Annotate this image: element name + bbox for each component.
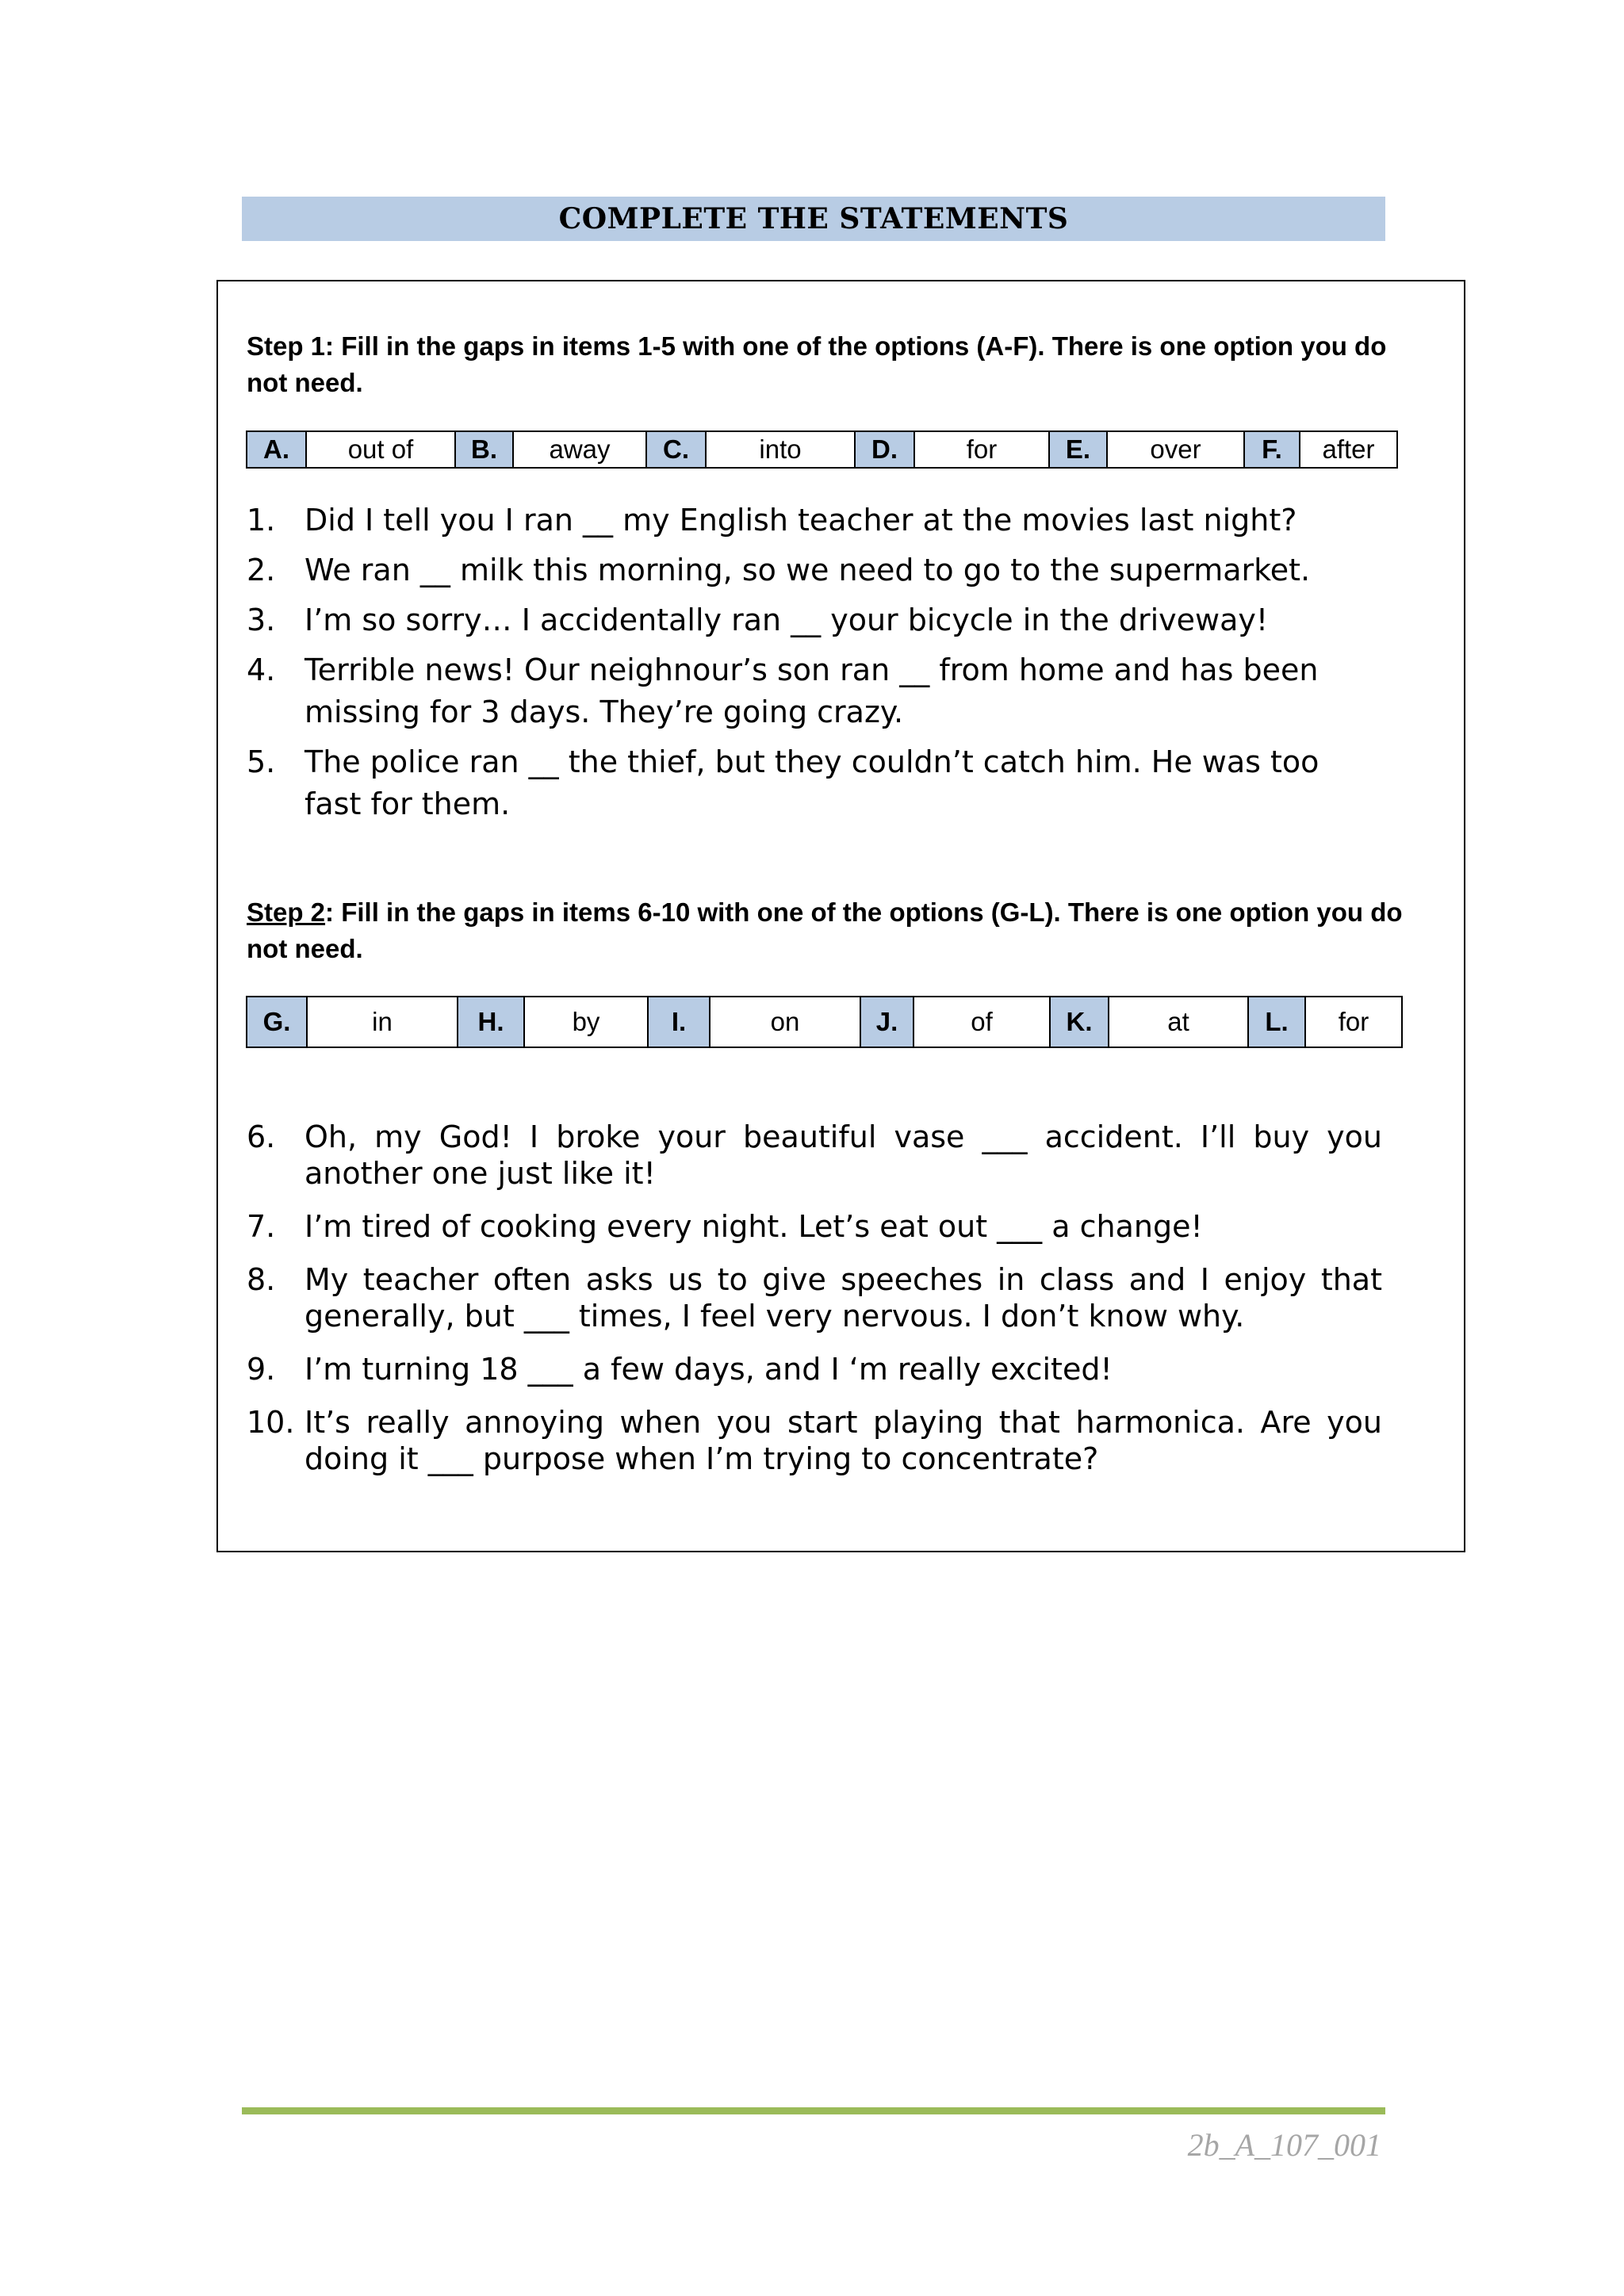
option-letter: D. <box>855 431 914 468</box>
option-letter: I. <box>648 997 710 1047</box>
option-word: by <box>524 997 648 1047</box>
option-word: away <box>513 431 646 468</box>
item-text: Oh, my God! I broke your beautiful vase ___ accident. I’ll buy you another one just like it! <box>304 1119 1382 1191</box>
item-text: The police ran __ the thief, but they couldn’t catch him. He was too fast for them. <box>304 744 1320 821</box>
footer-divider <box>242 2107 1385 2114</box>
item-number: 9. <box>247 1352 276 1387</box>
option-word: of <box>914 997 1050 1047</box>
option-word: at <box>1109 997 1248 1047</box>
option-letter: F. <box>1244 431 1300 468</box>
item-text: It’s really annoying when you start playing that harmonica. Are you doing it ___ purpose when I’m trying to concentrate? <box>304 1405 1382 1476</box>
item-number: 2. <box>247 553 276 587</box>
item-text: I’m tired of cooking every night. Let’s eat out ___ a change! <box>304 1209 1203 1244</box>
item-number: 7. <box>247 1209 276 1244</box>
item-text: Did I tell you I ran __ my English teacher at the movies last night? <box>304 503 1297 538</box>
option-word: on <box>710 997 860 1047</box>
option-letter: K. <box>1050 997 1109 1047</box>
step1-instruction-text: : Fill in the gaps in items 1-5 with one of the options (A-F). There is one option you do not need. <box>247 331 1387 397</box>
page-title: COMPLETE THE STATEMENTS <box>558 202 1069 235</box>
option-word: into <box>706 431 855 468</box>
item-number: 3. <box>247 603 276 637</box>
option-letter: G. <box>247 997 307 1047</box>
item-number: 5. <box>247 744 276 779</box>
step2-instruction-text: : Fill in the gaps in items 6-10 with one of the options (G-L). There is one option you do not need. <box>247 897 1403 963</box>
item-number: 4. <box>247 652 276 687</box>
option-word: for <box>914 431 1049 468</box>
title-bar <box>242 197 1385 241</box>
list-item <box>247 1261 1382 1334</box>
option-letter: L. <box>1248 997 1305 1047</box>
option-letter: E. <box>1049 431 1107 468</box>
step1-options-table <box>246 430 1398 469</box>
list-item <box>247 1351 1382 1387</box>
list-item <box>247 1119 1382 1192</box>
option-word: out of <box>306 431 455 468</box>
step2-items <box>247 1119 1382 1494</box>
option-word: for <box>1305 997 1402 1047</box>
list-item <box>247 1208 1382 1245</box>
list-item <box>247 1404 1382 1477</box>
item-text: Terrible news! Our neighnour’s son ran __ from home and has been missing for 3 days. They’re going crazy. <box>304 652 1319 729</box>
item-number: 8. <box>247 1262 276 1297</box>
step2-instruction <box>247 894 1404 967</box>
list-item <box>247 599 1382 641</box>
step2-label: Step 2 <box>247 897 326 927</box>
list-item <box>247 549 1382 591</box>
step1-label: Step 1 <box>247 331 326 361</box>
item-text: We ran __ milk this morning, so we need to go to the supermarket. <box>304 553 1311 587</box>
step1-instruction <box>247 328 1404 401</box>
option-letter: B. <box>455 431 513 468</box>
option-word: over <box>1107 431 1244 468</box>
option-letter: H. <box>458 997 524 1047</box>
list-item <box>247 741 1382 825</box>
option-letter: A. <box>247 431 306 468</box>
step1-items <box>247 499 1382 833</box>
item-text: My teacher often asks us to give speeches in class and I enjoy that generally, but ___ times, I feel very nervous. I don’t know why. <box>304 1262 1382 1334</box>
item-text: I’m so sorry… I accidentally ran __ your bicycle in the driveway! <box>304 603 1269 637</box>
option-letter: J. <box>860 997 914 1047</box>
step2-options-table <box>246 996 1403 1048</box>
footer-code: 2b_A_107_001 <box>1187 2127 1381 2163</box>
item-text: I’m turning 18 ___ a few days, and I ‘m really excited! <box>304 1352 1113 1387</box>
item-number: 6. <box>247 1119 276 1154</box>
option-letter: C. <box>646 431 706 468</box>
option-word: after <box>1300 431 1397 468</box>
list-item <box>247 649 1382 733</box>
item-number: 10. <box>247 1405 295 1440</box>
option-word: in <box>307 997 458 1047</box>
list-item <box>247 499 1382 541</box>
item-number: 1. <box>247 503 276 538</box>
